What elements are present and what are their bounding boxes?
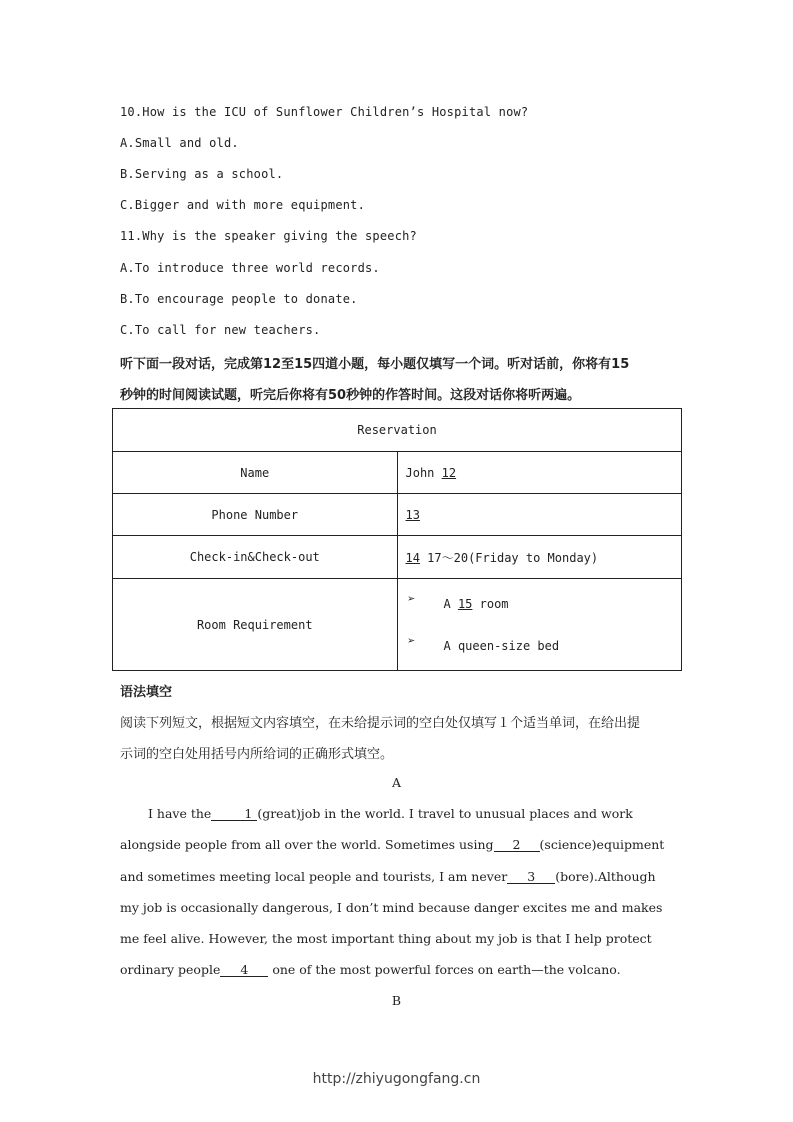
blank-1: 1: [211, 808, 257, 821]
row-label-name: Name: [113, 452, 398, 494]
q11-option-c: C.To call for new teachers.: [120, 323, 321, 337]
table-row: [113, 579, 682, 671]
passage-line-4: my job is occasionally dangerous, I don’t mind because danger excites me and makes: [120, 900, 663, 915]
passage-line-2: [120, 837, 675, 852]
q11-option-b: B.To encourage people to donate.: [120, 292, 358, 306]
passage-text: alongside people from all over the world. Sometimes using: [120, 837, 494, 852]
table-title: Reservation: [113, 409, 682, 452]
q11-stem: 11.Why is the speaker giving the speech?: [120, 229, 417, 243]
q10-option-a: A.Small and old.: [120, 136, 239, 150]
name-prefix: John: [405, 465, 442, 480]
grammar-heading: 语法填空: [120, 685, 173, 700]
passage-text: I have the: [148, 806, 212, 821]
passage-text: (great)job in the world. I travel to unusual places and work: [257, 806, 633, 821]
row-label-requirement: Room Requirement: [113, 579, 398, 671]
footer-url[interactable]: http://zhiyugongfang.cn: [312, 1071, 481, 1087]
table-row: [113, 536, 682, 579]
listening-instructions-line2: 秒钟的时间阅读试题，听完后你将有50秒钟的作答时间。这段对话你将听两遍。: [120, 388, 581, 403]
listening-instructions-line1: 听下面一段对话，完成第12至15四道小题，每小题仅填写一个词。听对话前，你将有15: [120, 357, 630, 372]
blank-3: 3: [507, 871, 555, 884]
requirement-item: [398, 583, 682, 625]
passage-text: and sometimes meeting local people and tourists, I am never: [120, 869, 508, 884]
arrow-bullet-icon: ➢: [407, 633, 416, 649]
req1-suffix: room: [472, 596, 509, 611]
passage-line-3: [120, 869, 675, 884]
row-label-phone: Phone Number: [113, 494, 398, 536]
section-a-label: A: [391, 775, 402, 790]
section-b-label: B: [391, 993, 402, 1008]
row-label-check: Check-in&Check-out: [113, 536, 398, 579]
passage-text: (bore).Although: [555, 869, 656, 884]
passage-text: ordinary people: [120, 962, 221, 977]
passage-line-1: [120, 806, 675, 821]
q10-option-c: C.Bigger and with more equipment.: [120, 198, 366, 212]
requirement-item: [398, 625, 682, 667]
passage-text: (science)equipment: [539, 837, 665, 852]
grammar-instructions-line2: 示词的空白处用括号内所给词的正确形式填空。: [120, 747, 394, 762]
blank-13: 13: [405, 507, 420, 522]
q10-stem: 10.How is the ICU of Sunflower Children’s Hospital now?: [120, 105, 529, 119]
passage-line-5: me feel alive. However, the most important thing about my job is that I help protect: [120, 931, 652, 946]
q10-option-b: B.Serving as a school.: [120, 167, 284, 181]
blank-2: 2: [494, 839, 540, 852]
grammar-instructions-line1: 阅读下列短文，根据短文内容填空，在未给提示词的空白处仅填写１个适当单词，在给出提: [120, 716, 641, 731]
table-title-row: [113, 409, 682, 452]
blank-12: 12: [441, 465, 457, 480]
row-value-phone: [397, 494, 682, 536]
reservation-table: [112, 408, 682, 671]
passage-text: one of the most powerful forces on earth—the volcano.: [268, 962, 621, 977]
check-dates: 17～20(Friday to Monday): [419, 550, 599, 565]
blank-15: 15: [457, 596, 473, 611]
row-value-requirement: [397, 579, 682, 671]
blank-4: 4: [220, 964, 268, 977]
table-row: [113, 494, 682, 536]
req2-text: A queen-size bed: [443, 638, 560, 653]
q11-option-a: A.To introduce three world records.: [120, 261, 380, 275]
passage-line-6: [120, 962, 675, 977]
blank-14: 14: [405, 550, 420, 565]
req1-prefix: A: [443, 596, 458, 611]
row-value-name: [397, 452, 682, 494]
table-row: [113, 452, 682, 494]
row-value-check: [397, 536, 682, 579]
arrow-bullet-icon: ➢: [407, 591, 416, 607]
